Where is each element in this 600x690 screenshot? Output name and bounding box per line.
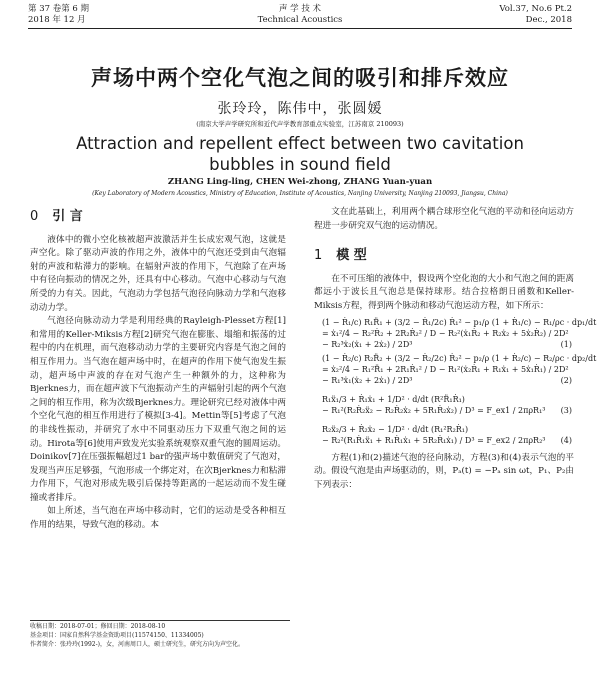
equation-line: − R₂²(R₁Ṙ₁ẍ₁ + R₁Ṙ₁ẋ₁ + 5R₂Ṙ₁ẋ₁) / D³ = F_ex2 / 2πρR₂³ [322, 435, 546, 445]
section-title: 引 言 [52, 209, 83, 224]
header-center [28, 4, 572, 26]
paragraph: 液体中的微小空化核被超声波激活并生长成宏观气泡，这就是声空化。除了驱动声波的作用之外，液体中的气泡还受到由气泡辐射的声波和粘滞力的影响。在辐射声波的作用下，气泡除了在声场中有径向振动的情况之外，还具有中心移动。气泡中心移动与气泡所受的力有关。因此，气泡动力学包括气泡径向脉动力学和气泡移动动力学。 [30, 234, 286, 313]
journal-name-cn: 声 学 技 术 [278, 4, 322, 14]
paragraph: 如上所述，当气泡在声场中移动时，它们的运动是受各种相互作用的结果，导致气泡的移动。本 [30, 506, 286, 531]
volume-issue-en: Vol.37, No.6 Pt.2 [499, 4, 572, 14]
journal-name-en: Technical Acoustics [257, 15, 343, 25]
equation-line: (1 − Ṙ₂/c) R₂R̈₂ + (3/2 − Ṙ₂/2c) Ṙ₂² − p₂/ρ (1 + Ṙ₂/c) − R₂/ρc · dp₂/dt [322, 353, 597, 363]
authors-en: ZHANG Ling-ling, CHEN Wei-zhong, ZHANG Yuan-yuan [167, 177, 433, 187]
issue-date: 2018 年 12 月 [28, 15, 86, 25]
received-date: 收稿日期：2018-07-01；修回日期：2018-08-10 [30, 623, 166, 630]
equation-number: (3) [560, 405, 572, 415]
author-bio: 作者简介：张玲玲(1992-)，女，河南周口人，硕士研究生，研究方向为声空化。 [30, 640, 244, 648]
equation-number: (4) [560, 435, 572, 445]
section-title: 模 型 [336, 248, 367, 264]
equation-line: − R₁²(R₂Ṙ₂ẍ₂ − R₂Ṙ₂ẋ₂ + 5R₁Ṙ₂ẋ₂) / D³ = F_ex1 / 2πρR₁³ [322, 405, 546, 415]
equation-1 [322, 317, 597, 350]
running-header [28, 4, 572, 29]
equation-line: R₂ẍ₂/3 + Ṙ₂ẋ₂ − 1/D² · d/dt (R₁²R₂Ṙ₁) [322, 424, 469, 434]
equation-line: (1 − Ṙ₁/c) R₁R̈₁ + (3/2 − Ṙ₁/2c) Ṙ₁² − p₁/ρ (1 + Ṙ₁/c) − R₁/ρc · dp₁/dt [322, 317, 597, 327]
issue-date-en: Dec., 2018 [525, 15, 572, 25]
equation-2 [322, 353, 597, 386]
funding: 基金项目：国家自然科学基金资助项目(11574150、11334005) [30, 631, 204, 639]
equation-4 [322, 424, 574, 446]
title-cn: 声场中两个空化气泡之间的吸引和排斥效应 [91, 65, 509, 90]
paragraph: 气泡径向脉动动力学是利用经典的Rayleigh-Plesset方程[1]和常用的Keller-Miksis方程[2]研究气泡在膨胀、塌缩和振荡的过程中的内在机理，而气泡移动动力学的主要研究内容是气泡之间的相互作用力。当气泡在超声场中时，在超声的作用下使气泡发生振动，超声场中声波的存在对气泡产生一种额外的力，这种称为Bjerknes力，而在超声波下气泡振动产生的声辐射引起的两个气泡之间的相互作用，称为次级Bjerknes力。理论研究已经对液体中两个空化气泡的相互作用进行了模拟[3-4]。Mettin等[5]考虑了气泡的非线性振动，并研究了水中不同驱动压力下双重气泡之间的运动。Hirota等[6]使用声致发光实验系统观察双重气泡的圆周运动。Doinikov[7]在压强振幅超过1 bar的强声场中数值研究了气泡对，发现当声压足够强，气泡形成一个绑定对，在次Bjerknes力和粘滞力作用下，气泡对形成先吸引后保持等距离的一起运动而不发生碰撞或者排斥。 [30, 316, 286, 503]
section-number: 1 [314, 248, 323, 264]
section-heading-model [314, 249, 574, 263]
affiliation-en: (Key Laboratory of Modern Acoustics, Ministry of Education, Institute of Acoustics, Nanjing University, Nanjing 210093, Jiangsu, China) [92, 190, 508, 197]
paragraph: 方程(1)和(2)描述气泡的径向脉动，方程(3)和(4)表示气泡的平动。假设气泡是由声场驱动的，则，Pₐ(t) = −Pₐ sin ωt，P₁、P₂由下列表示： [314, 452, 574, 490]
section-heading-intro [30, 210, 286, 224]
left-column [30, 206, 286, 533]
right-column [314, 206, 597, 492]
equation-number: (2) [560, 375, 572, 385]
authors-cn: 张玲玲，陈伟中，张圆媛 [217, 101, 383, 117]
equation-line: R₁ẍ₁/3 + Ṙ₁ẋ₁ + 1/D² · d/dt (R²R̈₁Ṙ₁) [322, 394, 465, 404]
title-en: Attraction and repellent effect between two cavitation bubbles in sound field [76, 134, 524, 174]
paragraph: 文在此基础上，利用两个耦合球形空化气泡的平动和径向运动方程进一步研究双气泡的运动情况。 [314, 207, 574, 231]
header-right [499, 4, 572, 26]
equation-3 [322, 394, 574, 416]
section-number: 0 [30, 209, 39, 224]
volume-issue: 第 37 卷第 6 期 [28, 4, 90, 14]
affiliation-cn: (南京大学声学研究所和近代声学教育部重点实验室，江苏南京 210093) [196, 120, 404, 128]
footnote [30, 620, 290, 649]
equation-number: (1) [560, 339, 572, 349]
equation-line: − R₂³ẋ₂(ẋ₁ + 2ẋ₂) / 2D³ [322, 339, 413, 349]
equation-line: = ẋ₁²/4 − R₂²Ṙ₂ + 2R₂Ṙ₂² / D − R₂²(ẋ₁Ṙ₂ + R₂ẋ₂ + 5ẋ₂Ṙ₂) / 2D² [322, 328, 569, 338]
equation-line: − R₁³ẋ₁(ẋ₂ + 2ẋ₁) / 2D³ [322, 375, 413, 385]
equation-line: = ẋ₂²/4 − R₁²R̈₁ + 2R₁Ṙ₁² / D − R₁²(ẋ₂Ṙ₁ + R₁ẋ₁ + 5ẋ₁Ṙ₁) / 2D² [322, 364, 569, 374]
paragraph: 在不可压缩的液体中，假设两个空化泡的大小和气泡之间的距离都远小于波长且气泡总是保持球形。结合拉格朗日函数和Keller-Miksis方程，得到两个脉动和移动气泡运动方程，如下所示： [314, 273, 574, 311]
